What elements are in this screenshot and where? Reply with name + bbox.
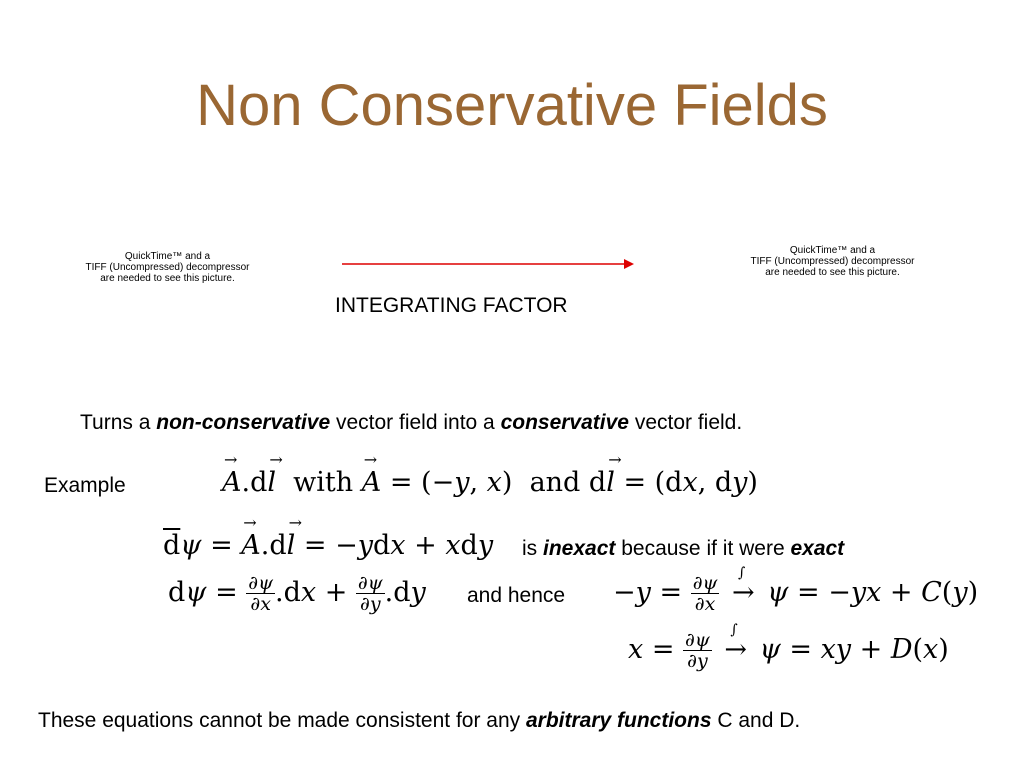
inexact-em: inexact [543, 537, 616, 560]
inexact-sentence [522, 537, 844, 561]
turns-em-conservative: conservative [500, 411, 629, 434]
page-title: Non Conservative Fields [196, 73, 828, 138]
placeholder-line: TIFF (Uncompressed) decompressor [750, 256, 915, 267]
equation-psi-from-y: x = $\frac{\partial\psi}{\partial y}$ ∫ → ψ = xy + D(x) [628, 622, 949, 672]
inexact-prefix: is [522, 537, 543, 560]
conclusion-prefix: These equations cannot be made consistent for any [38, 709, 526, 732]
quicktime-placeholder-right [735, 245, 930, 278]
exact-em: exact [790, 537, 845, 560]
quicktime-placeholder-left [60, 251, 275, 284]
conclusion-em: arbitrary functions [525, 709, 712, 732]
turns-prefix: Turns a [80, 411, 157, 434]
placeholder-line: QuickTime™ and a [789, 245, 876, 256]
equation-psi-from-x: −y = $\frac{\partial\psi}{\partial x}$ ∫ → ψ = −yx + C(y) [613, 565, 979, 615]
equation-line-integral: → A.d→ l with → A = (−y, x) and d→ l = (dx, dy) [222, 467, 758, 498]
arrow-label: INTEGRATING FACTOR [335, 294, 568, 317]
conclusion-suffix: C and D. [711, 709, 801, 732]
placeholder-line: are needed to see this picture. [765, 267, 900, 278]
integral-symbol: ∫ [730, 622, 738, 638]
placeholder-line: are needed to see this picture. [100, 273, 235, 284]
turns-suffix: vector field. [628, 411, 743, 434]
equation-exact-differential: dψ = $\frac{\partial\psi}{\partial x}$ .dx + $\frac{\partial\psi}{\partial y}$ .dy [168, 572, 426, 615]
turns-em-nonconservative: non-conservative [156, 411, 331, 434]
equation-dpsi: $\overline{d}\psi$ = → A.d→ l = −ydx + xdy [163, 530, 493, 561]
integrating-factor-arrow [340, 256, 640, 272]
and-hence-label: and hence [467, 584, 566, 607]
example-label: Example [44, 474, 126, 497]
inexact-middle: because if it were [615, 537, 791, 560]
turns-middle: vector field into a [330, 411, 501, 434]
integral-symbol: ∫ [738, 565, 746, 581]
placeholder-line: QuickTime™ and a [124, 251, 211, 262]
conclusion-sentence [38, 709, 800, 733]
turns-sentence [80, 411, 742, 435]
placeholder-line: TIFF (Uncompressed) decompressor [85, 262, 250, 273]
